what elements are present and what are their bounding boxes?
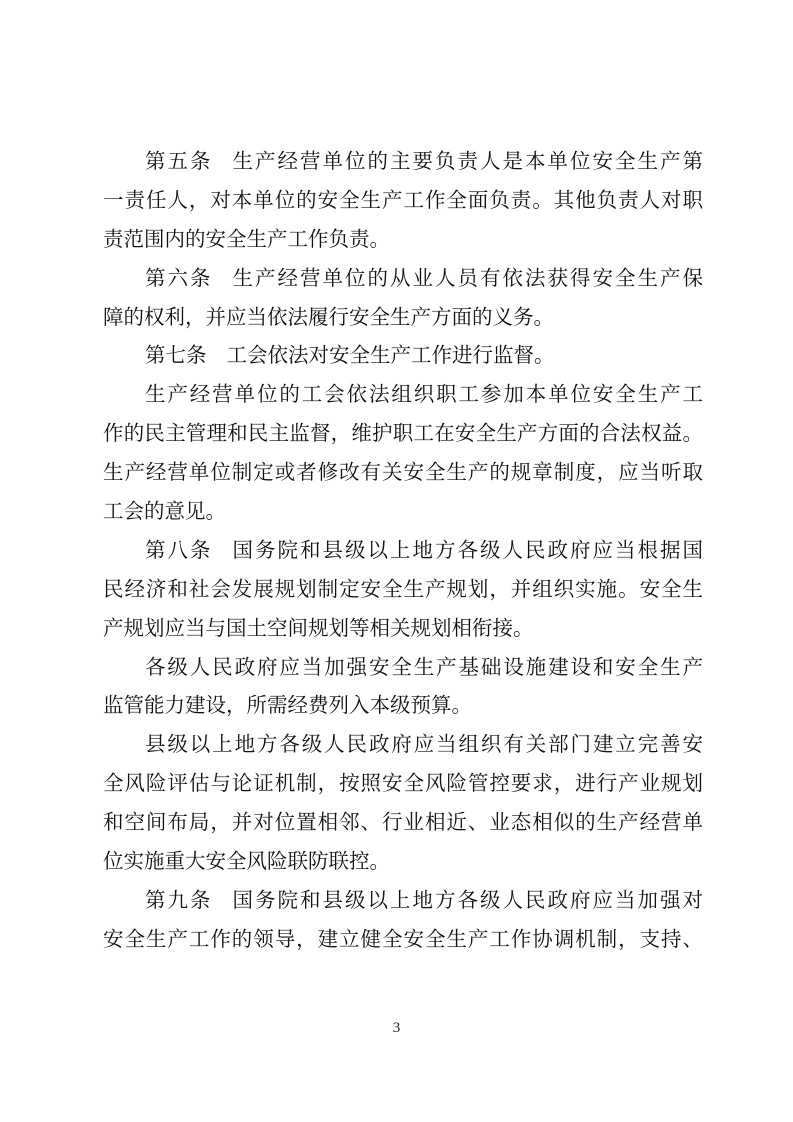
article-5-line-1 <box>103 142 703 181</box>
article-7-line-1 <box>103 336 703 375</box>
document-body <box>103 142 703 959</box>
article-8-line-1 <box>103 531 703 570</box>
article-8-line-2: 民经济和社会发展规划制定安全生产规划，并组织实施。安全生 <box>103 576 703 601</box>
article-8-para-3-line-2: 全风险评估与论证机制，按照安全风险管控要求，进行产业规划 <box>103 771 703 796</box>
article-8-para-3-line-4: 位实施重大安全风险联防联控。 <box>103 849 390 874</box>
article-7-para-2-line-3: 生产经营单位制定或者修改有关安全生产的规章制度，应当听取 <box>103 460 703 485</box>
article-8-line-3: 产规划应当与国土空间规划等相关规划相衔接。 <box>103 615 534 640</box>
article-8-para-2-line-2: 监管能力建设，所需经费列入本级预算。 <box>103 693 472 718</box>
line-text: 国务院和县级以上地方各级人民政府应当加强对 <box>232 887 703 912</box>
article-7-para-2-line-2: 作的民主管理和民主监督，维护职工在安全生产方面的合法权益。 <box>103 421 703 446</box>
article-label: 第五条 <box>145 149 213 173</box>
article-label: 第九条 <box>145 887 213 912</box>
article-5-line-2: 一责任人，对本单位的安全生产工作全面负责。其他负责人对职 <box>103 187 703 212</box>
article-7-para-2-line-4: 工会的意见。 <box>103 499 226 524</box>
article-9-line-2: 安全生产工作的领导，建立健全安全生产工作协调机制，支持、 <box>103 926 703 951</box>
line-text: 生产经营单位的从业人员有依法获得安全生产保 <box>232 265 703 290</box>
line-text: 生产经营单位的主要负责人是本单位安全生产第 <box>232 149 703 173</box>
article-8-para-3-line-1: 县级以上地方各级人民政府应当组织有关部门建立完善安 <box>145 732 703 757</box>
article-label: 第七条 <box>145 343 207 368</box>
article-5-line-3: 责范围内的安全生产工作负责。 <box>103 226 390 251</box>
article-8-para-2-line-1: 各级人民政府应当加强安全生产基础设施建设和安全生产 <box>145 654 703 679</box>
article-9-line-1 <box>103 881 703 920</box>
page-number: 3 <box>392 1020 401 1036</box>
article-6-line-2: 障的权利，并应当依法履行安全生产方面的义务。 <box>103 304 554 329</box>
line-text: 工会依法对安全生产工作进行监督。 <box>226 343 555 368</box>
article-8-para-3-line-3: 和空间布局，并对位置相邻、行业相近、业态相似的生产经营单 <box>103 810 703 835</box>
article-label: 第八条 <box>145 537 213 562</box>
article-6-line-1 <box>103 259 703 298</box>
line-text: 国务院和县级以上地方各级人民政府应当根据国 <box>232 537 703 562</box>
article-7-para-2-line-1: 生产经营单位的工会依法组织职工参加本单位安全生产工 <box>145 382 703 407</box>
article-label: 第六条 <box>145 265 213 290</box>
